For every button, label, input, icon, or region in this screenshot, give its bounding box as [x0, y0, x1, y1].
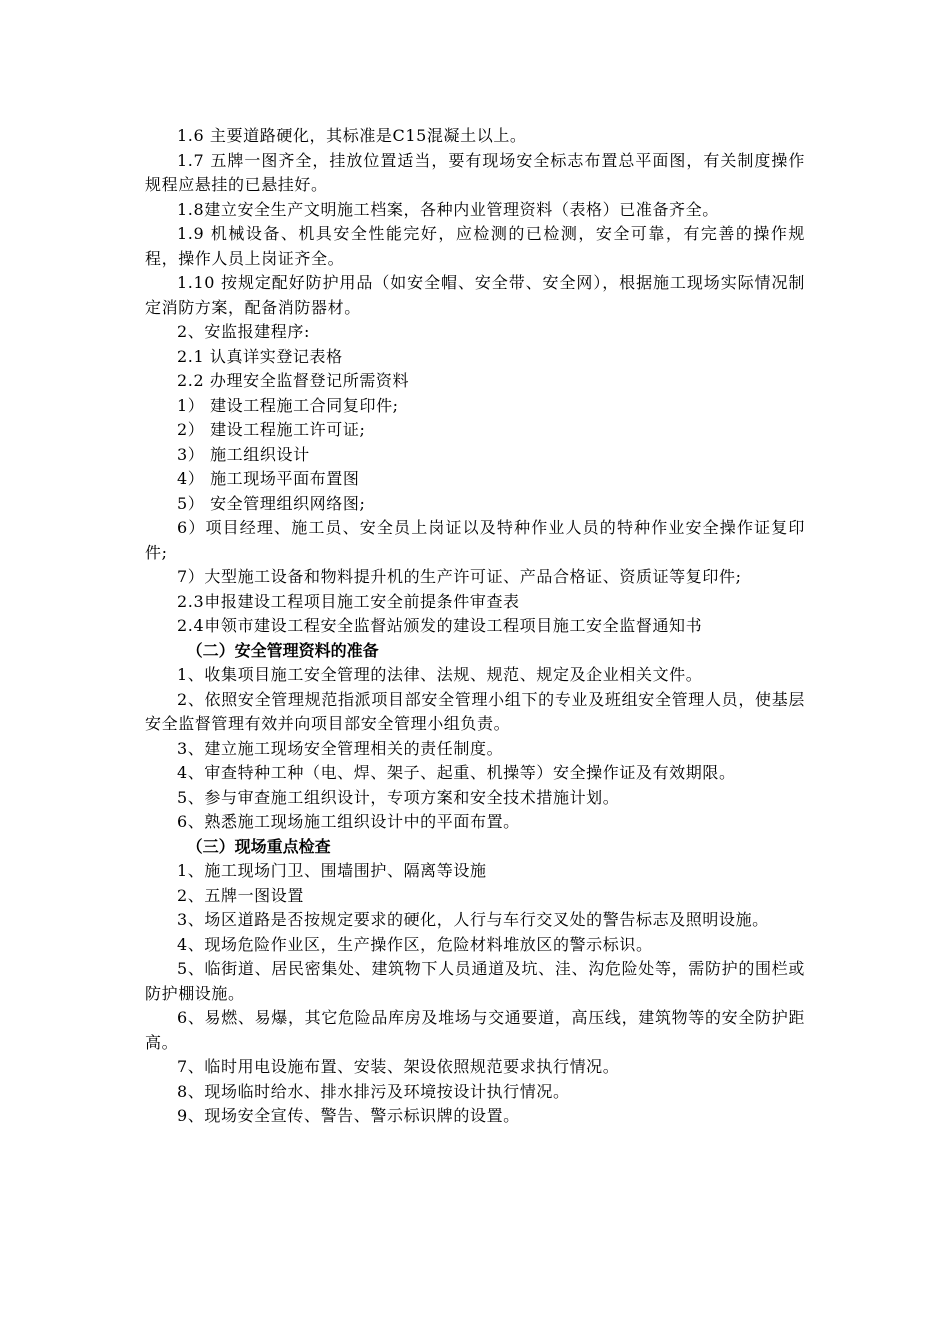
list-item: 5） 安全管理组织网络图;	[177, 493, 366, 513]
list-item: 7）大型施工设备和物料提升机的生产许可证、产品合格证、资质证等复印件;	[177, 567, 742, 586]
paragraph: 5、临街道、居民密集处、建筑物下人员通道及坑、洼、沟危险处等，需防护的围栏或防护棚设施。	[145, 959, 805, 1003]
paragraph: 2、依照安全管理规范指派项目部安全管理小组下的专业及班组安全管理人员，使基层安全监督管理有效并向项目部安全管理小组负责。	[145, 689, 805, 733]
paragraph: 1.7 五牌一图齐全，挂放位置适当，要有现场安全标志布置总平面图，有关制度操作规程应悬挂的已悬挂好。	[145, 150, 805, 194]
list-item: 1） 建设工程施工合同复印件;	[177, 395, 399, 415]
section-heading: （二）安全管理资料的准备	[186, 640, 379, 660]
paragraph: 2、安监报建程序:	[177, 322, 310, 341]
paragraph: 6、熟悉施工现场施工组织设计中的平面布置。	[177, 812, 520, 831]
list-item: 2） 建设工程施工许可证;	[177, 420, 366, 439]
paragraph: 1、收集项目施工安全管理的法律、法规、规范、规定及企业相关文件。	[177, 665, 703, 684]
paragraph: 4、审查特种工种（电、焊、架子、起重、机操等）安全操作证及有效期限。	[177, 763, 736, 782]
paragraph: 1.6 主要道路硬化，其标准是C15混凝土以上。	[177, 126, 527, 145]
paragraph: 1.10 按规定配好防护用品（如安全帽、安全带、安全网），根据施工现场实际情况制定消防方案，配备消防器材。	[145, 273, 805, 317]
section-heading: （三）现场重点检查	[186, 836, 331, 856]
paragraph: 2.4申领市建设工程安全监督站颁发的建设工程项目施工安全监督通知书	[177, 616, 703, 635]
document-page	[145, 124, 805, 1129]
paragraph: 5、参与审查施工组织设计，专项方案和安全技术措施计划。	[177, 787, 620, 807]
paragraph: 2、五牌一图设置	[177, 885, 304, 905]
paragraph: 4、现场危险作业区，生产操作区，危险材料堆放区的警示标识。	[177, 934, 653, 954]
paragraph: 2.1 认真详实登记表格	[177, 346, 343, 366]
paragraph: 3、场区道路是否按规定要求的硬化，人行与车行交叉处的警告标志及照明设施。	[177, 910, 769, 929]
paragraph: 1.8建立安全生产文明施工档案，各种内业管理资料（表格）已准备齐全。	[177, 199, 719, 219]
list-item: 6）项目经理、施工员、安全员上岗证以及特种作业人员的特种作业安全操作证复印件;	[145, 518, 805, 562]
list-item: 4） 施工现场平面布置图	[177, 469, 360, 488]
paragraph: 3、建立施工现场安全管理相关的责任制度。	[177, 738, 504, 758]
paragraph: 7、临时用电设施布置、安装、架设依照规范要求执行情况。	[177, 1057, 620, 1076]
list-item: 3） 施工组织设计	[177, 444, 310, 464]
paragraph: 8、现场临时给水、排水排污及环境按设计执行情况。	[177, 1081, 570, 1101]
paragraph: 6、易燃、易爆，其它危险品库房及堆场与交通要道，高压线，建筑物等的安全防护距高。	[145, 1008, 805, 1052]
paragraph: 2.2 办理安全监督登记所需资料	[177, 371, 410, 390]
paragraph: 1.9 机械设备、机具安全性能完好，应检测的已检测，安全可靠，有完善的操作规程，操作人员上岗证齐全。	[145, 224, 805, 268]
paragraph: 1、施工现场门卫、围墙围护、隔离等设施	[177, 861, 487, 880]
paragraph: 2.3申报建设工程项目施工安全前提条件审查表	[177, 591, 520, 611]
paragraph: 9、现场安全宣传、警告、警示标识牌的设置。	[177, 1106, 520, 1125]
